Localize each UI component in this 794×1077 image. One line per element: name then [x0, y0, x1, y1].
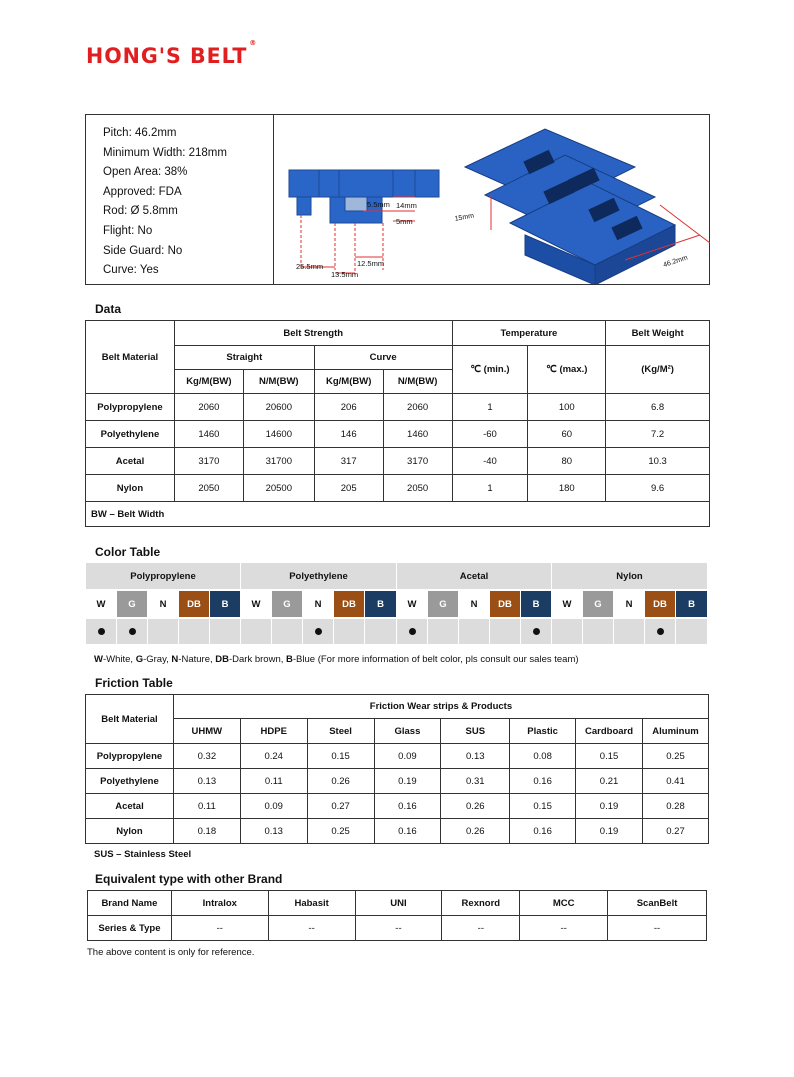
color-code-cell: W — [241, 591, 272, 617]
color-availability-cell — [552, 619, 583, 644]
color-code-cell: G — [583, 591, 614, 617]
header-friction-col: Glass — [374, 719, 441, 744]
header-temperature: Temperature — [452, 321, 606, 346]
spec-side-guard: Side Guard: No — [103, 244, 183, 257]
table-row: Polypropylene 0.32 0.24 0.15 0.09 0.13 0.08 0.15 0.25 — [86, 744, 709, 769]
color-group-header: Polyethylene — [241, 563, 397, 589]
available-dot-icon — [657, 628, 664, 635]
header-belt-material: Belt Material — [86, 321, 175, 394]
color-availability-cell — [241, 619, 272, 644]
header-series-type: Series & Type — [88, 916, 172, 941]
spec-open-area: Open Area: 38% — [103, 166, 188, 179]
color-code-cell: N — [459, 591, 490, 617]
belt-drawing — [275, 115, 709, 284]
header-friction-col: Steel — [307, 719, 374, 744]
table-row: Polyethylene 1460 14600 146 1460 -60 60 7.2 — [86, 421, 710, 448]
color-availability-cell — [490, 619, 521, 644]
color-availability-cell — [521, 619, 552, 644]
color-code-cell: N — [614, 591, 645, 617]
header-temp-min: ℃ (min.) — [452, 346, 528, 394]
friction-table — [85, 694, 709, 844]
header-belt-weight: Belt Weight — [606, 321, 710, 346]
color-availability-cell — [365, 619, 397, 644]
color-code-cell: N — [148, 591, 179, 617]
color-availability-cell — [397, 619, 428, 644]
available-dot-icon — [533, 628, 540, 635]
color-availability-row — [86, 619, 708, 644]
color-availability-cell — [117, 619, 148, 644]
color-group-header: Acetal — [397, 563, 552, 589]
spec-box — [85, 114, 710, 285]
table-row: Polyethylene 0.13 0.11 0.26 0.19 0.31 0.16 0.21 0.41 — [86, 769, 709, 794]
color-code-cell: W — [397, 591, 428, 617]
dim-label: 12.5mm — [357, 259, 385, 268]
color-code-cell: DB — [179, 591, 210, 617]
color-availability-cell — [334, 619, 365, 644]
table-row: Acetal 3170 31700 317 3170 -40 80 10.3 — [86, 448, 710, 475]
dim-label: 46.2mm — [662, 254, 689, 269]
dim-label: 5.5mm — [367, 200, 390, 209]
color-code-cell: G — [428, 591, 459, 617]
brand-logo: HONG'S BELT® — [86, 39, 258, 68]
color-availability-cell — [459, 619, 490, 644]
table-row: Nylon 2050 20500 205 2050 1 180 9.6 — [86, 475, 710, 502]
table-row: Acetal 0.11 0.09 0.27 0.16 0.26 0.15 0.19 0.28 — [86, 794, 709, 819]
brand-table — [87, 890, 707, 941]
header-nm: N/M(BW) — [383, 370, 452, 394]
belt-module-3d-drawing — [454, 129, 710, 284]
dim-label: 14mm — [396, 201, 417, 210]
color-code-cell: N — [303, 591, 334, 617]
table-row: Series & Type -- -- -- -- -- -- — [88, 916, 707, 941]
header-friction-col: UHMW — [173, 719, 240, 744]
dim-label: 13.5mm — [331, 270, 359, 279]
spec-rod: Rod: Ø 5.8mm — [103, 205, 178, 218]
header-friction-col: Aluminum — [643, 719, 709, 744]
spec-curve: Curve: Yes — [103, 264, 159, 277]
available-dot-icon — [98, 628, 105, 635]
header-weight-unit: (Kg/M²) — [606, 346, 710, 394]
color-code-cell: DB — [334, 591, 365, 617]
dim-label: 15mm — [454, 212, 475, 223]
spec-pitch: Pitch: 46.2mm — [103, 127, 177, 139]
table-row: Polypropylene 2060 20600 206 2060 1 100 6.8 — [86, 394, 710, 421]
color-table-group-row — [86, 563, 708, 589]
color-availability-cell — [148, 619, 179, 644]
header-brand-name: Brand Name — [88, 891, 172, 916]
section-title-color: Color Table — [95, 545, 161, 559]
color-code-row — [86, 591, 708, 617]
header-belt-material: Belt Material — [86, 695, 174, 744]
brand-name: Habasit — [268, 891, 355, 916]
color-code-cell: B — [210, 591, 241, 617]
color-code-cell: B — [676, 591, 708, 617]
belt-illustration — [275, 115, 710, 284]
color-availability-cell — [428, 619, 459, 644]
available-dot-icon — [409, 628, 416, 635]
color-code-cell: G — [117, 591, 148, 617]
brand-name: Intralox — [171, 891, 268, 916]
spec-list — [86, 115, 274, 284]
section-title-data: Data — [95, 302, 122, 316]
brand-name: UNI — [355, 891, 442, 916]
dim-label: 5mm — [396, 217, 413, 226]
available-dot-icon — [129, 628, 136, 635]
color-group-header: Nylon — [552, 563, 708, 589]
spec-min-width: Minimum Width: 218mm — [103, 146, 227, 159]
color-availability-cell — [86, 619, 117, 644]
data-footnote: BW – Belt Width — [86, 502, 710, 527]
color-code-cell: W — [86, 591, 117, 617]
color-availability-cell — [614, 619, 645, 644]
header-straight: Straight — [174, 346, 314, 370]
header-friction-col: HDPE — [240, 719, 307, 744]
header-nm: N/M(BW) — [243, 370, 314, 394]
spec-flight: Flight: No — [103, 224, 153, 237]
brand-name: ScanBelt — [608, 891, 707, 916]
color-code-cell: B — [521, 591, 552, 617]
color-availability-cell — [676, 619, 708, 644]
table-row: Nylon 0.18 0.13 0.25 0.16 0.26 0.16 0.19 0.27 — [86, 819, 709, 844]
color-availability-cell — [303, 619, 334, 644]
color-availability-cell — [645, 619, 676, 644]
section-title-friction: Friction Table — [95, 676, 173, 690]
color-availability-cell — [272, 619, 303, 644]
color-code-cell: DB — [490, 591, 521, 617]
header-belt-strength: Belt Strength — [174, 321, 452, 346]
color-availability-cell — [210, 619, 241, 644]
header-friction-col: SUS — [441, 719, 510, 744]
header-kg: Kg/M(BW) — [314, 370, 383, 394]
section-title-brands: Equivalent type with other Brand — [95, 872, 283, 886]
color-code-cell: G — [272, 591, 303, 617]
header-curve: Curve — [314, 346, 452, 370]
friction-footnote: SUS – Stainless Steel — [94, 849, 192, 860]
header-kg: Kg/M(BW) — [174, 370, 243, 394]
disclaimer: The above content is only for reference. — [87, 947, 255, 958]
header-temp-max: ℃ (max.) — [528, 346, 606, 394]
data-table — [85, 320, 710, 527]
color-availability-cell — [583, 619, 614, 644]
brand-name: MCC — [520, 891, 608, 916]
color-availability-cell — [179, 619, 210, 644]
spec-approved: Approved: FDA — [103, 185, 182, 198]
available-dot-icon — [315, 628, 322, 635]
dim-label: 25.5mm — [296, 262, 324, 271]
color-legend: W-White, G-Gray, N-Nature, DB-Dark brown, B-Blue (For more information of belt color, pls consult our sales team) — [94, 654, 579, 665]
side-profile-drawing — [289, 170, 439, 279]
color-group-header: Polypropylene — [86, 563, 241, 589]
color-code-cell: B — [365, 591, 397, 617]
brand-name: Rexnord — [442, 891, 520, 916]
header-friction-col: Cardboard — [576, 719, 643, 744]
color-code-cell: W — [552, 591, 583, 617]
header-friction-col: Plastic — [510, 719, 576, 744]
color-code-cell: DB — [645, 591, 676, 617]
header-friction-group: Friction Wear strips & Products — [173, 695, 708, 719]
